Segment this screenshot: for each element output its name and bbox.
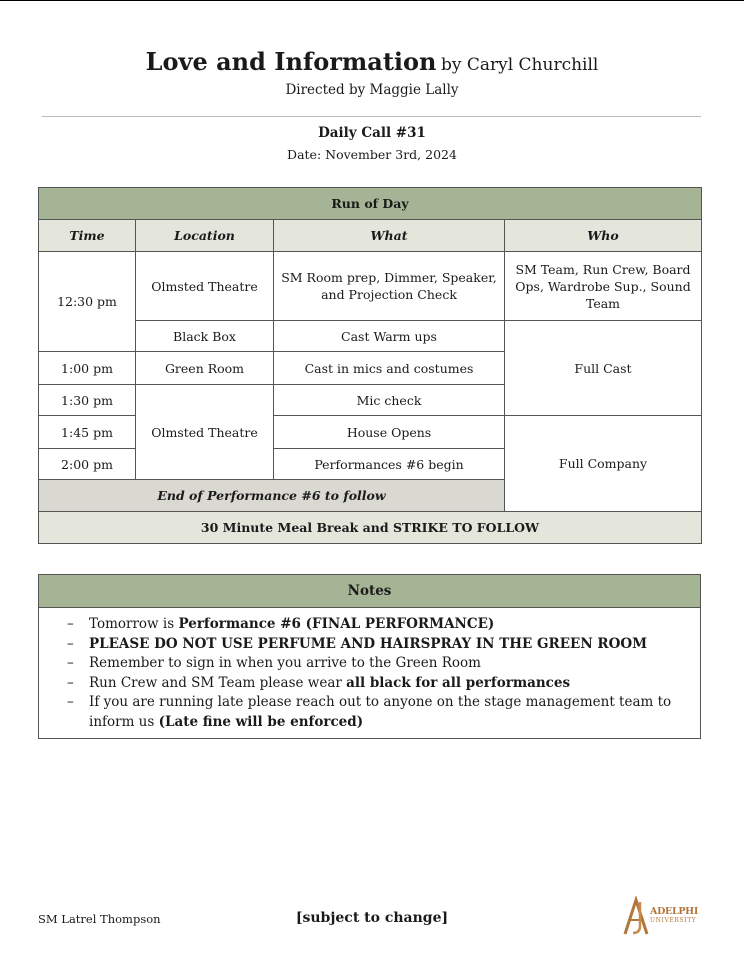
column-header-what: What bbox=[274, 220, 505, 252]
top-border bbox=[0, 0, 744, 1]
logo-name: ADELPHI bbox=[650, 906, 698, 917]
time-cell: 12:30 pm bbox=[39, 252, 136, 352]
dash-bullet-icon: – bbox=[67, 674, 74, 691]
end-of-performance-note: End of Performance #6 to follow bbox=[39, 480, 505, 512]
who-cell: SM Team, Run Crew, Board Ops, Wardrobe Sup., Sound Team bbox=[505, 252, 702, 321]
list-item bbox=[67, 654, 690, 674]
page-header bbox=[0, 44, 744, 98]
stage-manager-credit: SM Latrel Thompson bbox=[38, 912, 161, 926]
logo-wordmark bbox=[650, 907, 698, 925]
run-of-day-table bbox=[38, 187, 702, 544]
list-item bbox=[67, 674, 690, 694]
time-cell: 1:30 pm bbox=[39, 385, 136, 416]
what-cell: Mic check bbox=[274, 385, 505, 416]
location-cell: Olmsted Theatre bbox=[136, 252, 274, 321]
call-date: Date: November 3rd, 2024 bbox=[287, 147, 457, 162]
time-cell: 1:45 pm bbox=[39, 416, 136, 449]
what-cell: SM Room prep, Dimmer, Speaker, and Projection Check bbox=[274, 252, 505, 321]
table-row bbox=[39, 252, 702, 321]
who-cell: Full Cast bbox=[505, 321, 702, 416]
location-cell: Green Room bbox=[136, 352, 274, 385]
adelphi-logo bbox=[622, 896, 708, 936]
time-cell: 2:00 pm bbox=[39, 449, 136, 480]
notes-title: Notes bbox=[39, 575, 700, 608]
table-row bbox=[39, 321, 702, 352]
note-text: Tomorrow is bbox=[89, 616, 179, 632]
who-cell: Full Company bbox=[505, 416, 702, 512]
table-header-row bbox=[39, 220, 702, 252]
location-cell: Black Box bbox=[136, 321, 274, 352]
subject-to-change: [subject to change] bbox=[295, 910, 449, 926]
notes-list bbox=[39, 608, 700, 738]
note-text: If you are running late please reach out to anyone on the stage management team to inform us bbox=[89, 694, 672, 730]
adelphi-logo-icon bbox=[622, 896, 652, 936]
what-cell: House Opens bbox=[274, 416, 505, 449]
title-line bbox=[0, 44, 744, 80]
dash-bullet-icon: – bbox=[67, 635, 74, 652]
column-header-who: Who bbox=[505, 220, 702, 252]
column-header-time: Time bbox=[39, 220, 136, 252]
note-text: Remember to sign in when you arrive to the Green Room bbox=[89, 655, 481, 671]
dash-bullet-icon: – bbox=[67, 655, 74, 671]
time-cell: 1:00 pm bbox=[39, 352, 136, 385]
note-text: Run Crew and SM Team please wear bbox=[89, 674, 347, 691]
column-header-location: Location bbox=[136, 220, 274, 252]
play-title: Love and Information bbox=[145, 47, 437, 76]
dash-bullet-icon: – bbox=[67, 694, 74, 710]
what-cell: Cast in mics and costumes bbox=[274, 352, 505, 385]
note-emphasis: all black for all performances bbox=[346, 674, 571, 691]
list-item bbox=[67, 693, 690, 732]
list-item bbox=[67, 635, 690, 655]
dash-bullet-icon: – bbox=[67, 616, 74, 632]
table-title: Run of Day bbox=[39, 188, 702, 220]
note-emphasis: Performance #6 (FINAL PERFORMANCE) bbox=[178, 616, 495, 632]
list-item bbox=[67, 615, 690, 635]
meal-break-note: 30 Minute Meal Break and STRIKE TO FOLLOW bbox=[39, 512, 702, 544]
director-credit: Directed by Maggie Lally bbox=[285, 82, 459, 98]
logo-subtitle: UNIVERSITY bbox=[650, 917, 697, 924]
playwright-byline: by Caryl Churchill bbox=[440, 55, 599, 75]
notes-box bbox=[38, 574, 701, 739]
what-cell: Performances #6 begin bbox=[274, 449, 505, 480]
header-divider bbox=[42, 116, 701, 117]
what-cell: Cast Warm ups bbox=[274, 321, 505, 352]
note-emphasis: PLEASE DO NOT USE PERFUME AND HAIRSPRAY IN THE GREEN ROOM bbox=[89, 635, 648, 652]
note-emphasis: (Late fine will be enforced) bbox=[158, 713, 364, 730]
location-cell: Olmsted Theatre bbox=[136, 385, 274, 480]
daily-call-number: Daily Call #31 bbox=[318, 125, 426, 141]
